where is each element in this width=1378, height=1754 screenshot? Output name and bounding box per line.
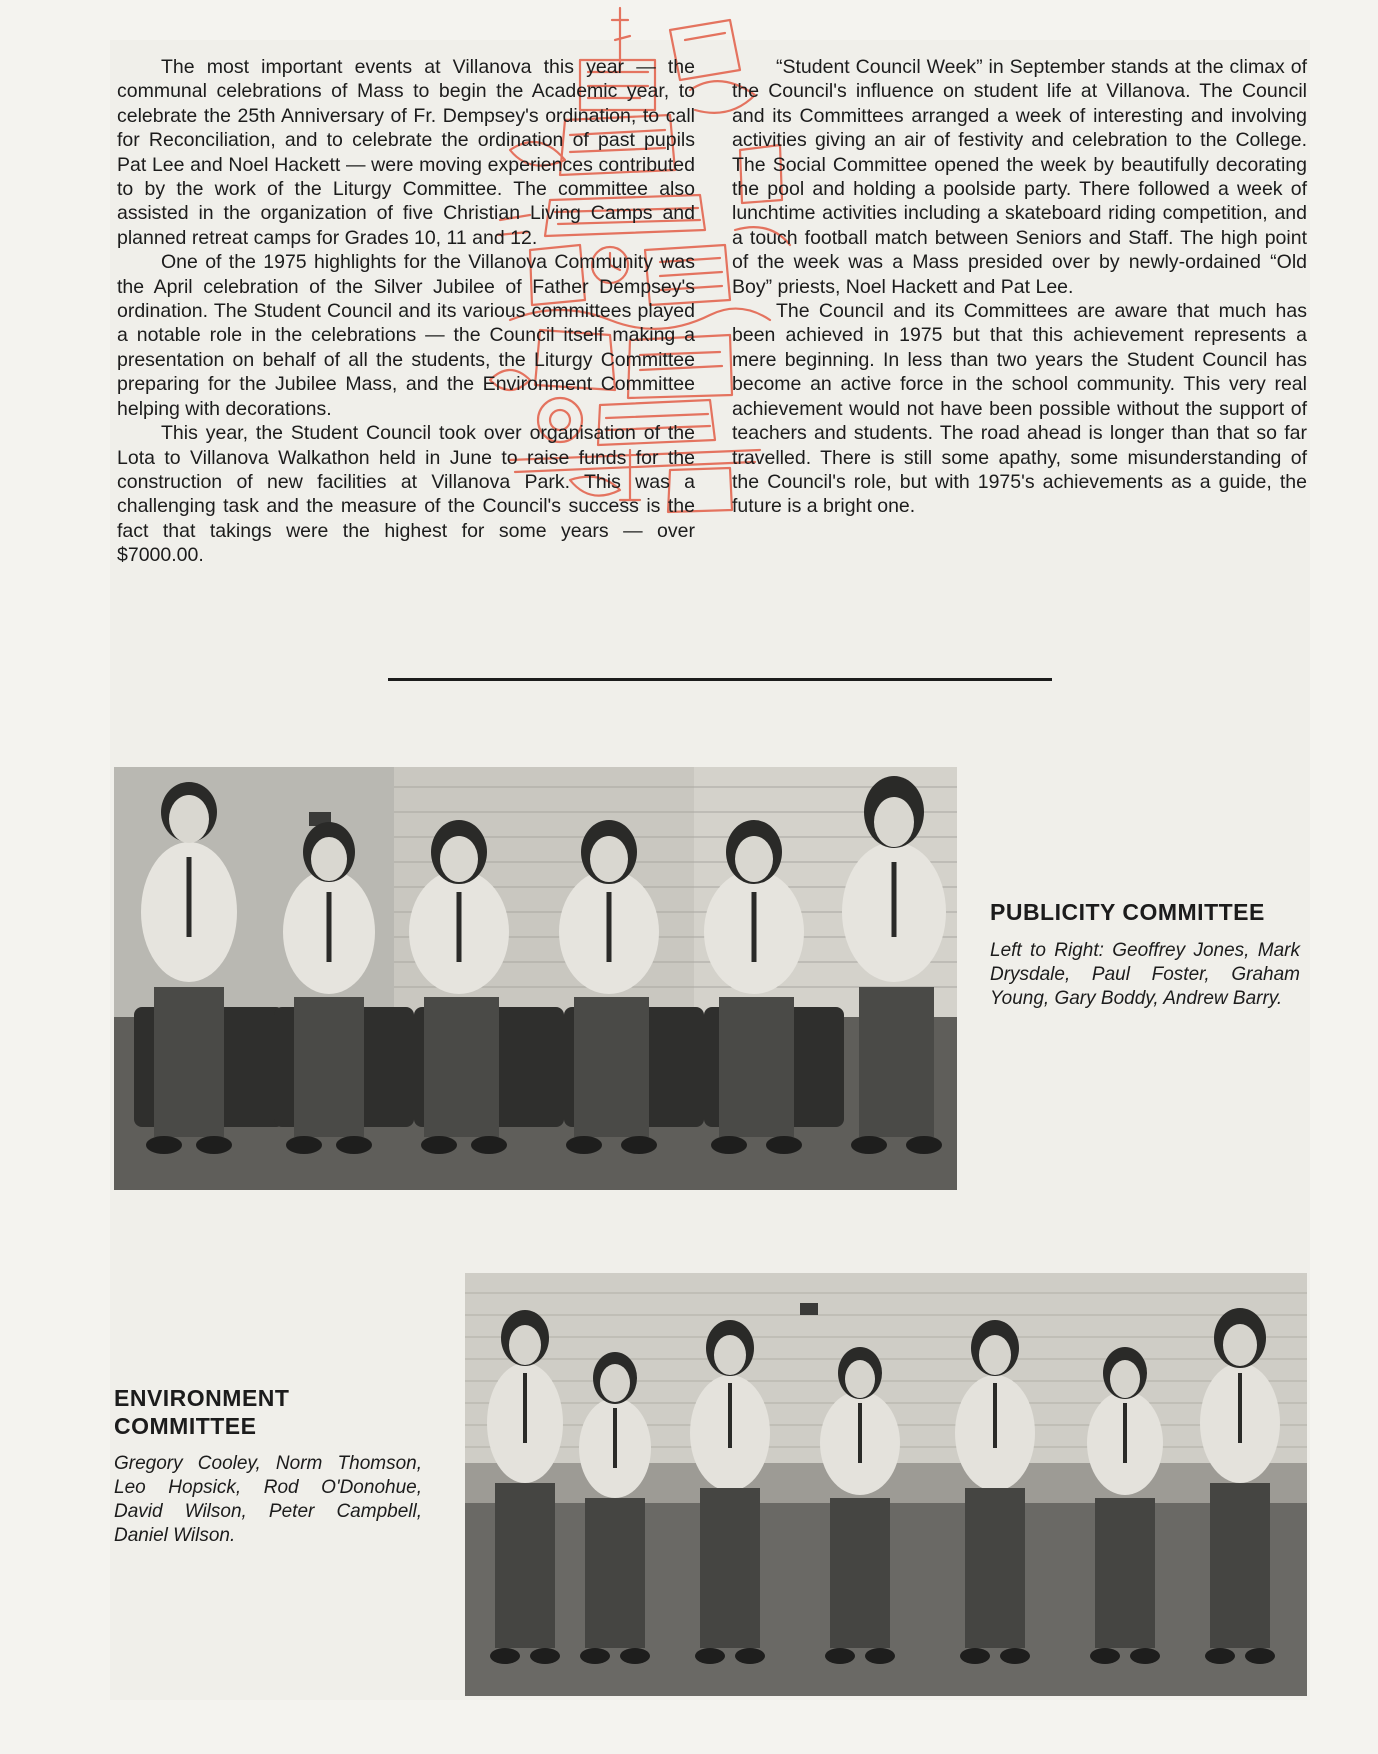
environment-title-line2: COMMITTEE <box>114 1413 257 1439</box>
article-left-column <box>117 55 695 568</box>
article-paragraph: The most important events at Villanova this year — the communal celebrations of Mass to begin the Academic year, to celebrate the 25th Anniversary of Fr. Dempsey's ordination, to call for Reconciliation, and to celebrate the ordination of past pupils Pat Lee and Noel Hackett — were moving experiences contributed to by the work of the Liturgy Committee. The committee also assisted in the organization of five Christian Living Camps and planned retreat camps for Grades 10, 11 and 12. <box>117 56 695 249</box>
publicity-committee-photo <box>114 767 957 1190</box>
article-paragraph: The Council and its Committees are aware that much has been achieved in 1975 but that this achievement represents a mere beginning. In less than two years the Student Council has become an active force in the school community. This very real achievement would not have been possible without the support of teachers and students. The road ahead is longer than that so far travelled. There is still some apathy, some misunderstanding of the Council's role, but with 1975's achievements as a guide, the future is a bright one. <box>732 300 1307 518</box>
article-paragraph: This year, the Student Council took over organisation of the Lota to Villanova Walkathon held in June to raise funds for the construction of new facilities at Villanova Park. This was a challenging task and the measure of the Council's success is the fact that takings were the highest for some years — over $7000.00. <box>117 422 695 567</box>
article-right-column <box>732 55 1307 519</box>
section-divider <box>388 678 1052 681</box>
environment-committee-title <box>114 1384 414 1440</box>
article-paragraph: One of the 1975 highlights for the Villanova Community was the April celebration of the Silver Jubilee of Father Dempsey's ordination. The Student Council and its various committees played a notable role in the celebrations — the Council itself making a presentation on behalf of all the students, the Liturgy Committee preparing for the Jubilee Mass, and the Environment Committee helping with decorations. <box>117 251 695 420</box>
publicity-committee-names: Left to Right: Geoffrey Jones, Mark Drysdale, Paul Foster, Graham Young, Gary Boddy, Andrew Barry. <box>990 940 1300 1009</box>
environment-committee-photo <box>465 1273 1307 1696</box>
publicity-committee-title: PUBLICITY COMMITTEE <box>990 899 1265 925</box>
article-paragraph: “Student Council Week” in September stands at the climax of the Council's influence on student life at Villanova. The Council and its Committees arranged a week of interesting and involving activities giving an air of festivity and celebration to the College. The Social Committee opened the week by beautifully decorating the pool and holding a poolside party. There followed a week of lunchtime activities including a skateboard riding competition, and a touch football match between Seniors and Staff. The high point of the week was a Mass presided over by newly-ordained “Old Boy” priests, Noel Hackett and Pat Lee. <box>732 56 1307 298</box>
environment-title-line1: ENVIRONMENT <box>114 1385 290 1411</box>
environment-committee-names: Gregory Cooley, Norm Thomson, Leo Hopsick, Rod O'Donohue, David Wilson, Peter Campbell, Daniel Wilson. <box>114 1453 422 1546</box>
